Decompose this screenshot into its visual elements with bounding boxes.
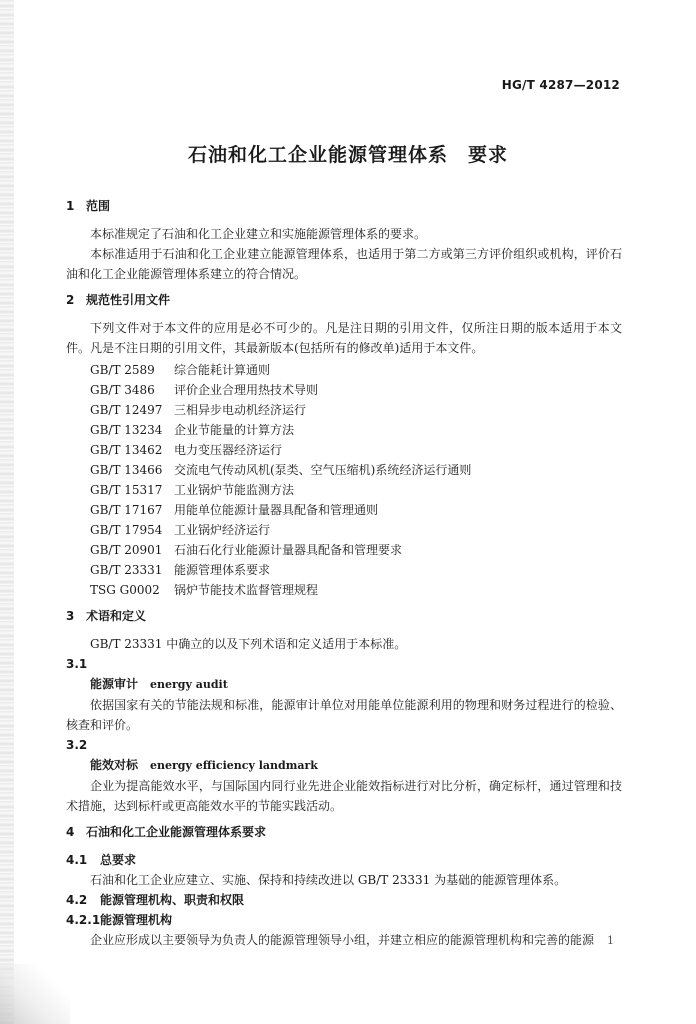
subsection-title: 能源管理机构、职责和权限 — [100, 893, 245, 907]
reference-title: 能源管理体系要求 — [174, 563, 271, 577]
term-number: 3.2 — [66, 738, 88, 752]
term-name-en: energy audit — [150, 678, 228, 691]
terms-intro: GB/T 23331 中确立的以及下列术语和定义适用于本标准。 — [90, 637, 407, 651]
reference-code: GB/T 2589 — [90, 363, 155, 377]
reference-code: GB/T 13462 — [90, 443, 163, 457]
reference-title: 企业节能量的计算方法 — [174, 423, 295, 437]
section-number: 2 — [66, 293, 75, 307]
reference-code: GB/T 17167 — [90, 503, 163, 517]
reference-title: 锅炉节能技术监督管理规程 — [174, 583, 319, 597]
subsection-title: 能源管理机构 — [100, 913, 173, 927]
subsection-number: 4.2.1 — [66, 913, 101, 927]
reference-title: 交流电气传动风机(泵类、空气压缩机)系统经济运行通则 — [174, 463, 472, 477]
reference-item — [90, 380, 622, 400]
section-4-heading — [66, 822, 622, 842]
document-body — [66, 196, 622, 950]
energy-org-text: 企业应形成以主要领导为负责人的能源管理领导小组，并建立相应的能源管理机构和完善的能源 — [90, 933, 595, 947]
reference-item — [90, 500, 622, 520]
reference-title: 用能单位能源计量器具配备和管理通则 — [174, 503, 379, 517]
section-1-heading — [66, 196, 622, 216]
reference-code: GB/T 12497 — [90, 403, 163, 417]
subsection-number: 4.1 — [66, 853, 88, 867]
term-name-cn: 能效对标 — [90, 758, 139, 772]
section-number: 4 — [66, 825, 75, 839]
term-definition: 企业为提高能效水平，与国际国内同行业先进企业能效指标进行对比分析，确定标杆，通过管理和技术措施，达到标杆或更高能效水平的节能实践活动。 — [66, 779, 622, 813]
scope-paragraph-1: 本标准规定了石油和化工企业建立和实施能源管理体系的要求。 — [90, 227, 427, 241]
subsection-4-2-heading — [66, 890, 622, 910]
section-3-heading — [66, 606, 622, 626]
reference-item — [90, 420, 622, 440]
subsection-4-1-heading — [66, 850, 622, 870]
reference-code: GB/T 23331 — [90, 563, 163, 577]
reference-code: GB/T 17954 — [90, 523, 163, 537]
document-title: 石油和化工企业能源管理体系 要求 — [187, 144, 508, 166]
section-title: 规范性引用文件 — [86, 293, 171, 307]
reference-item — [90, 360, 622, 380]
term-name — [66, 674, 622, 695]
reference-title: 工业锅炉经济运行 — [174, 523, 271, 537]
section-number: 3 — [66, 609, 75, 623]
reference-code: GB/T 3486 — [90, 383, 155, 397]
subsection-title: 总要求 — [100, 853, 137, 867]
reference-title: 综合能耗计算通则 — [174, 363, 271, 377]
reference-list — [66, 360, 622, 600]
term-definition: 依据国家有关的节能法规和标准，能源审计单位对用能单位能源利用的物理和财务过程进行的检验、核查和评价。 — [66, 698, 622, 732]
scope-paragraph-2: 本标准适用于石油和化工企业建立能源管理体系，也适用于第二方或第三方评价组织或机构，评价石油和化工企业能源管理体系建立的符合情况。 — [66, 247, 622, 281]
section-title: 石油和化工企业能源管理体系要求 — [86, 825, 267, 839]
reference-item — [90, 580, 622, 600]
scan-corner-shadow — [0, 964, 70, 1024]
reference-title: 评价企业合理用热技术导则 — [174, 383, 319, 397]
term-number: 3.1 — [66, 657, 88, 671]
references-intro: 下列文件对于本文件的应用是必不可少的。凡是注日期的引用文件，仅所注日期的版本适用于本文件。凡是不注日期的引用文件，其最新版本(包括所有的修改单)适用于本文件。 — [66, 321, 622, 355]
reference-title: 工业锅炉节能监测方法 — [174, 483, 295, 497]
standard-number: HG/T 4287—2012 — [501, 78, 620, 92]
reference-item — [90, 440, 622, 460]
reference-code: GB/T 13466 — [90, 463, 163, 477]
reference-item — [90, 460, 622, 480]
reference-code: TSG G0002 — [90, 583, 160, 597]
section-number: 1 — [66, 199, 75, 213]
general-requirement-text: 石油和化工企业应建立、实施、保持和持续改进以 GB/T 23331 为基础的能源管理体系。 — [90, 873, 567, 887]
term-name-en: energy efficiency landmark — [150, 759, 318, 772]
term-name-cn: 能源审计 — [90, 677, 139, 691]
reference-code: GB/T 20901 — [90, 543, 163, 557]
reference-title: 三相异步电动机经济运行 — [174, 403, 307, 417]
reference-code: GB/T 15317 — [90, 483, 163, 497]
reference-title: 石油石化行业能源计量器具配备和管理要求 — [174, 543, 403, 557]
section-title: 范围 — [86, 199, 111, 213]
reference-item — [90, 560, 622, 580]
term-name — [66, 755, 622, 776]
reference-item — [90, 400, 622, 420]
reference-title: 电力变压器经济运行 — [174, 443, 283, 457]
section-title: 术语和定义 — [86, 609, 147, 623]
subsection-4-2-1-heading — [66, 910, 622, 930]
reference-item — [90, 540, 622, 560]
reference-item — [90, 520, 622, 540]
reference-item — [90, 480, 622, 500]
section-2-heading — [66, 290, 622, 310]
subsection-number: 4.2 — [66, 893, 88, 907]
reference-code: GB/T 13234 — [90, 423, 163, 437]
page-number: 1 — [607, 934, 614, 947]
